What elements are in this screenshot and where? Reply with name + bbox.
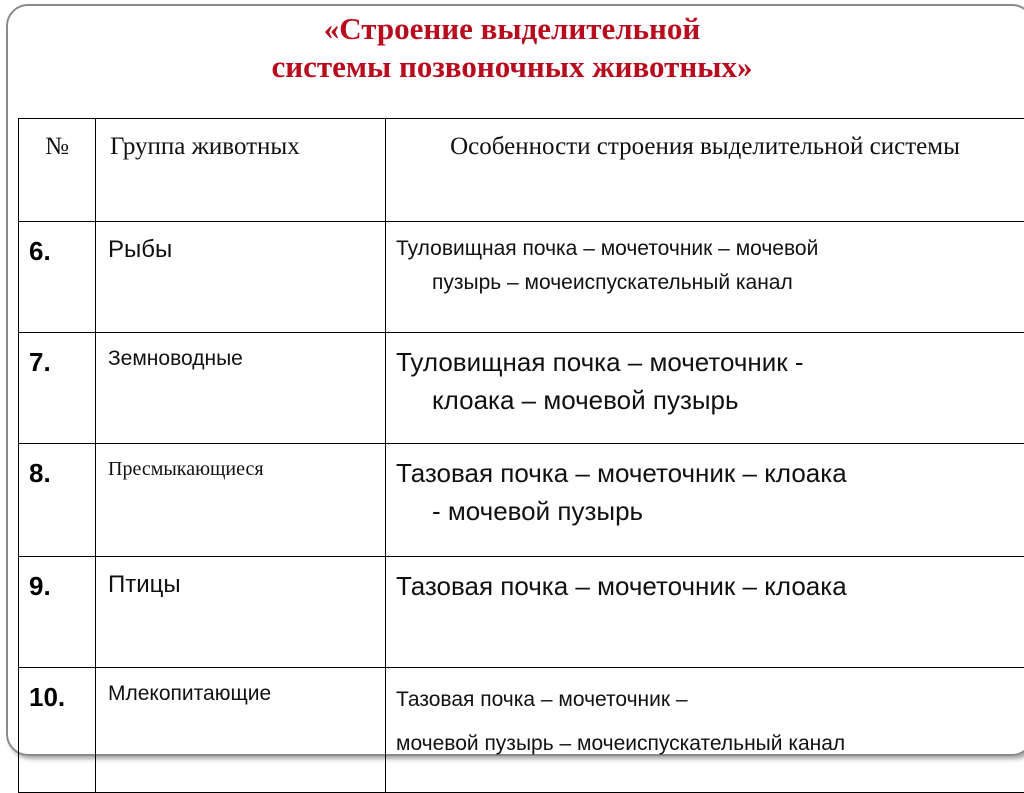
description-line: Тазовая почка – мочеточник – клоака <box>396 454 1024 492</box>
description-line: Туловищная почка – мочеточник – мочевой <box>396 232 1024 266</box>
row-description <box>386 668 1024 793</box>
table-header-row <box>19 119 1024 222</box>
row-number: 8. <box>19 444 96 557</box>
description-line: Тазовая почка – мочеточник – <box>396 678 1024 722</box>
description-line: - мочевой пузырь <box>396 492 1024 530</box>
row-description <box>386 557 1024 668</box>
table-row <box>19 222 1024 333</box>
row-description <box>386 444 1024 557</box>
header-group: Группа животных <box>96 119 386 222</box>
table-row <box>19 333 1024 444</box>
row-number: 9. <box>19 557 96 668</box>
description-line: Тазовая почка – мочеточник – клоака <box>396 567 1024 605</box>
header-features: Особенности строения выделительной системы <box>386 119 1024 222</box>
row-number: 6. <box>19 222 96 333</box>
row-group: Млекопитающие <box>96 668 386 793</box>
row-description <box>386 222 1024 333</box>
row-group: Земноводные <box>96 333 386 444</box>
slide-title <box>0 10 1024 86</box>
row-number: 7. <box>19 333 96 444</box>
table-row <box>19 557 1024 668</box>
row-group: Птицы <box>96 557 386 668</box>
description-line: пузырь – мочеиспускательный канал <box>396 266 1024 300</box>
header-number: № <box>19 119 96 222</box>
row-description <box>386 333 1024 444</box>
table-row <box>19 668 1024 793</box>
row-number: 10. <box>19 668 96 793</box>
excretory-system-table <box>18 118 1024 793</box>
row-group: Рыбы <box>96 222 386 333</box>
description-line: Туловищная почка – мочеточник - <box>396 343 1024 381</box>
table-row <box>19 444 1024 557</box>
title-line-1: «Строение выделительной <box>0 10 1024 48</box>
row-group: Пресмыкающиеся <box>96 444 386 557</box>
description-line: клоака – мочевой пузырь <box>396 381 1024 419</box>
title-line-2: системы позвоночных животных» <box>0 48 1024 86</box>
description-line: мочевой пузырь – мочеиспускательный канал <box>396 722 1024 766</box>
